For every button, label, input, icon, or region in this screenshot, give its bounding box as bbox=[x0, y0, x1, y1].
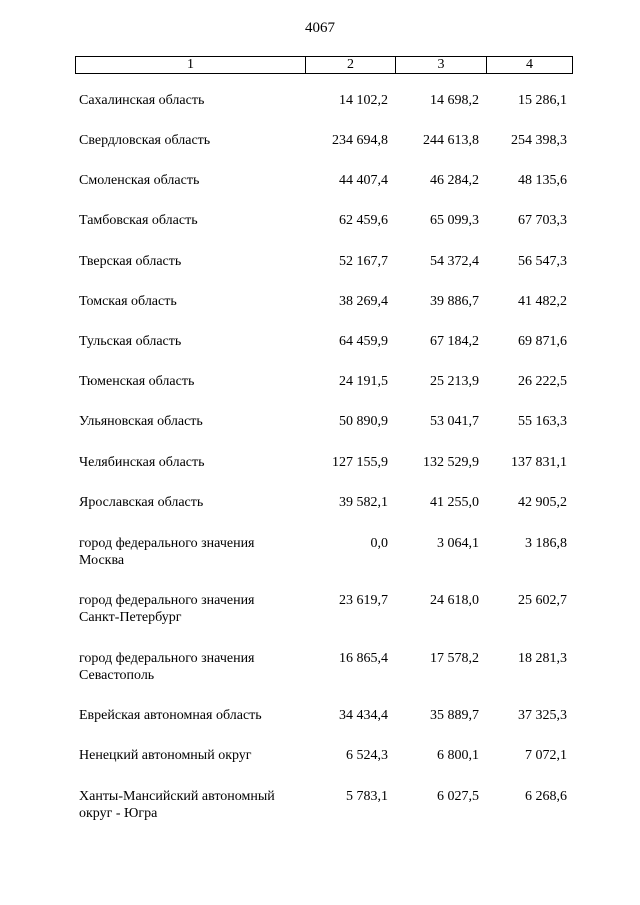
value-column-4: 18 281,3 bbox=[518, 651, 567, 666]
region-name bbox=[79, 373, 304, 390]
value-column-2: 24 191,5 bbox=[339, 374, 388, 389]
value-column-3: 46 284,2 bbox=[430, 173, 479, 188]
region-name bbox=[79, 212, 304, 229]
table-header bbox=[75, 56, 573, 74]
region-name-line: город федерального значения bbox=[79, 536, 255, 551]
value-column-4: 25 602,7 bbox=[518, 593, 567, 608]
region-name bbox=[79, 747, 304, 764]
region-name bbox=[79, 92, 304, 109]
value-column-3: 53 041,7 bbox=[430, 414, 479, 429]
region-name bbox=[79, 293, 304, 310]
value-column-4: 42 905,2 bbox=[518, 495, 567, 510]
region-name bbox=[79, 707, 304, 724]
value-column-3: 6 800,1 bbox=[437, 748, 479, 763]
value-column-3: 6 027,5 bbox=[437, 789, 479, 804]
region-name-line: Москва bbox=[79, 553, 125, 568]
region-name-line: округ - Югра bbox=[79, 806, 158, 821]
value-column-2: 23 619,7 bbox=[339, 593, 388, 608]
region-name bbox=[79, 132, 304, 149]
value-column-4: 7 072,1 bbox=[525, 748, 567, 763]
value-column-4: 15 286,1 bbox=[518, 93, 567, 108]
region-name-line: Тюменская область bbox=[79, 374, 195, 389]
value-column-3: 54 372,4 bbox=[430, 254, 479, 269]
column-header-3: 3 bbox=[396, 57, 487, 73]
region-name bbox=[79, 454, 304, 471]
region-name-line: Сахалинская область bbox=[79, 93, 205, 108]
value-column-2: 38 269,4 bbox=[339, 294, 388, 309]
column-header-2: 2 bbox=[306, 57, 396, 73]
region-name bbox=[79, 333, 304, 350]
region-name-line: Челябинская область bbox=[79, 455, 205, 470]
value-column-2: 62 459,6 bbox=[339, 213, 388, 228]
region-name bbox=[79, 253, 304, 270]
region-name-line: Ханты-Мансийский автономный bbox=[79, 789, 275, 804]
value-column-3: 14 698,2 bbox=[430, 93, 479, 108]
value-column-3: 67 184,2 bbox=[430, 334, 479, 349]
value-column-4: 69 871,6 bbox=[518, 334, 567, 349]
region-name-line: Тамбовская область bbox=[79, 213, 198, 228]
value-column-3: 35 889,7 bbox=[430, 708, 479, 723]
value-column-4: 56 547,3 bbox=[518, 254, 567, 269]
value-column-2: 234 694,8 bbox=[332, 133, 388, 148]
value-column-3: 65 099,3 bbox=[430, 213, 479, 228]
page-number: 4067 bbox=[305, 20, 335, 36]
region-name bbox=[79, 592, 304, 626]
region-name-line: Тверская область bbox=[79, 254, 182, 269]
value-column-4: 26 222,5 bbox=[518, 374, 567, 389]
region-name bbox=[79, 650, 304, 684]
region-name-line: город федерального значения bbox=[79, 593, 255, 608]
value-column-3: 17 578,2 bbox=[430, 651, 479, 666]
value-column-3: 3 064,1 bbox=[437, 536, 479, 551]
value-column-4: 254 398,3 bbox=[511, 133, 567, 148]
value-column-3: 24 618,0 bbox=[430, 593, 479, 608]
value-column-2: 0,0 bbox=[370, 536, 388, 551]
region-name bbox=[79, 494, 304, 511]
value-column-2: 14 102,2 bbox=[339, 93, 388, 108]
value-column-2: 64 459,9 bbox=[339, 334, 388, 349]
region-name-line: Санкт-Петербург bbox=[79, 610, 182, 625]
region-name-line: город федерального значения bbox=[79, 651, 255, 666]
value-column-4: 6 268,6 bbox=[525, 789, 567, 804]
value-column-2: 16 865,4 bbox=[339, 651, 388, 666]
value-column-3: 41 255,0 bbox=[430, 495, 479, 510]
value-column-2: 6 524,3 bbox=[346, 748, 388, 763]
value-column-2: 44 407,4 bbox=[339, 173, 388, 188]
value-column-3: 25 213,9 bbox=[430, 374, 479, 389]
value-column-2: 34 434,4 bbox=[339, 708, 388, 723]
value-column-2: 127 155,9 bbox=[332, 455, 388, 470]
value-column-4: 41 482,2 bbox=[518, 294, 567, 309]
region-name-line: Ярославская область bbox=[79, 495, 204, 510]
value-column-4: 37 325,3 bbox=[518, 708, 567, 723]
value-column-3: 132 529,9 bbox=[423, 455, 479, 470]
value-column-2: 52 167,7 bbox=[339, 254, 388, 269]
value-column-3: 244 613,8 bbox=[423, 133, 479, 148]
value-column-2: 50 890,9 bbox=[339, 414, 388, 429]
value-column-4: 3 186,8 bbox=[525, 536, 567, 551]
value-column-4: 55 163,3 bbox=[518, 414, 567, 429]
region-name-line: Свердловская область bbox=[79, 133, 211, 148]
region-name-line: Ульяновская область bbox=[79, 414, 203, 429]
value-column-2: 5 783,1 bbox=[346, 789, 388, 804]
value-column-4: 67 703,3 bbox=[518, 213, 567, 228]
region-name-line: Севастополь bbox=[79, 668, 155, 683]
region-name bbox=[79, 413, 304, 430]
value-column-4: 48 135,6 bbox=[518, 173, 567, 188]
region-name-line: Смоленская область bbox=[79, 173, 200, 188]
column-header-4: 4 bbox=[526, 57, 533, 72]
column-header-1: 1 bbox=[76, 57, 306, 73]
region-name bbox=[79, 172, 304, 189]
value-column-3: 39 886,7 bbox=[430, 294, 479, 309]
region-name-line: Томская область bbox=[79, 294, 177, 309]
value-column-4: 137 831,1 bbox=[511, 455, 567, 470]
region-name-line: Еврейская автономная область bbox=[79, 708, 262, 723]
value-column-2: 39 582,1 bbox=[339, 495, 388, 510]
region-name bbox=[79, 535, 304, 569]
region-name-line: Ненецкий автономный округ bbox=[79, 748, 252, 763]
region-name bbox=[79, 788, 304, 822]
region-name-line: Тульская область bbox=[79, 334, 182, 349]
